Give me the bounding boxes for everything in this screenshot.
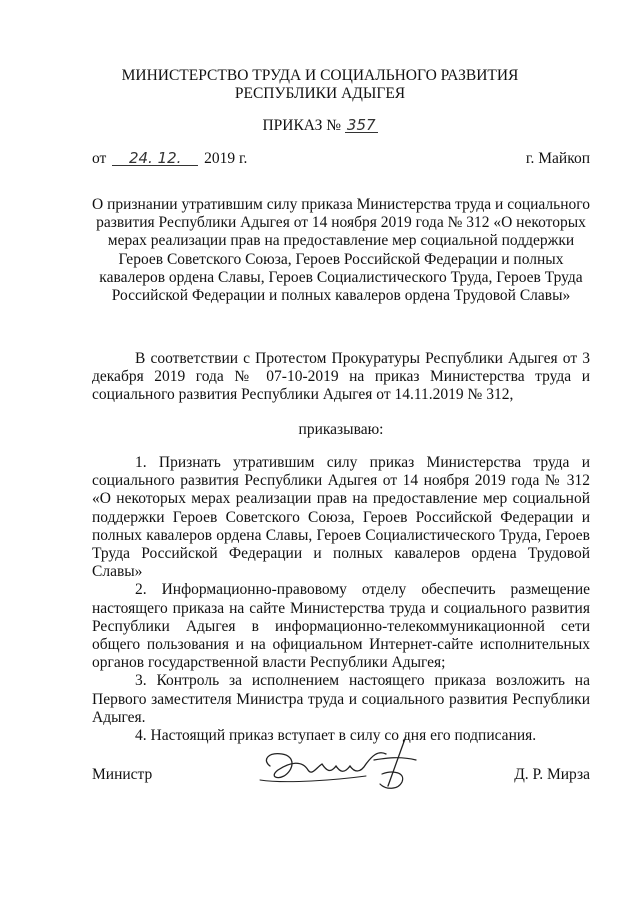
order-number-handwritten: 357 [346,116,376,134]
order-item-3: 3. Контроль за исполнением настоящего приказа возложить на Первого заместителя Министра труда и социального развития Республики Адыгея. [92,672,590,726]
order-item-4: 4. Настоящий приказ вступает в силу со дня его подписания. [135,727,537,745]
order-title: О признании утратившим силу приказа Министерства труда и социального развития Республики Адыгея от 14 ноября 2019 года № 312 «О некоторых мерах реализации прав на предоставление мер социальной поддержки Героев Советского Союза, Героев Российской Федерации и полных кавалеров ордена Славы, Героев Социалистического Труда, Героев Труда Российской Федерации и полных кавалеров ордена Трудовой Славы» [92,196,591,305]
order-word: приказываю: [298,421,384,438]
date-year: 2019 г. [204,150,248,167]
ministry-name-line2: РЕСПУБЛИКИ АДЫГЕЯ [234,85,406,102]
signatory-role: Министр [92,766,153,783]
date-handwritten: 24. 12. [112,151,198,166]
order-items [92,454,590,745]
handwritten-signature [256,730,436,800]
basis-paragraph: В соответствии с Протестом Прокуратуры Республики Адыгея от 3 декабря 2019 года № 07-10-2019 на приказ Министерства труда и социального развития Республики Адыгея от 14.11.2019 № 312, [92,350,590,404]
date-prefix: от [92,150,107,167]
city: г. Майкоп [525,150,590,167]
date-left [92,150,247,168]
order-label: ПРИКАЗ № [262,117,342,134]
order-item-2: 2. Информационно-правовому отделу обеспечить размещение настоящего приказа на сайте Министерства труда и социального развития Республики Адыгея в информационно-телекоммуникационной сети общего пользования и на официальном Интернет-сайте исполнительных органов государственной власти Республики Адыгея; [92,581,590,672]
order-item-1: 1. Признать утратившим силу приказ Министерства труда и социального развития Республики Адыгея от 14 ноября 2019 года № 312 «О некоторых мерах реализации прав на предоставление мер социальной поддержки Героев Советского Союза, Героев Российской Федерации и полных кавалеров ордена Славы, Героев Социалистического Труда, Героев Труда Российской Федерации и полных кавалеров ордена Трудовой Славы» [92,454,590,581]
order-heading [60,117,580,135]
ministry-name-line1: МИНИСТЕРСТВО ТРУДА И СОЦИАЛЬНОГО РАЗВИТИЯ [121,67,519,84]
signatory-name: Д. Р. Мирза [514,766,590,783]
date-row [92,150,590,170]
